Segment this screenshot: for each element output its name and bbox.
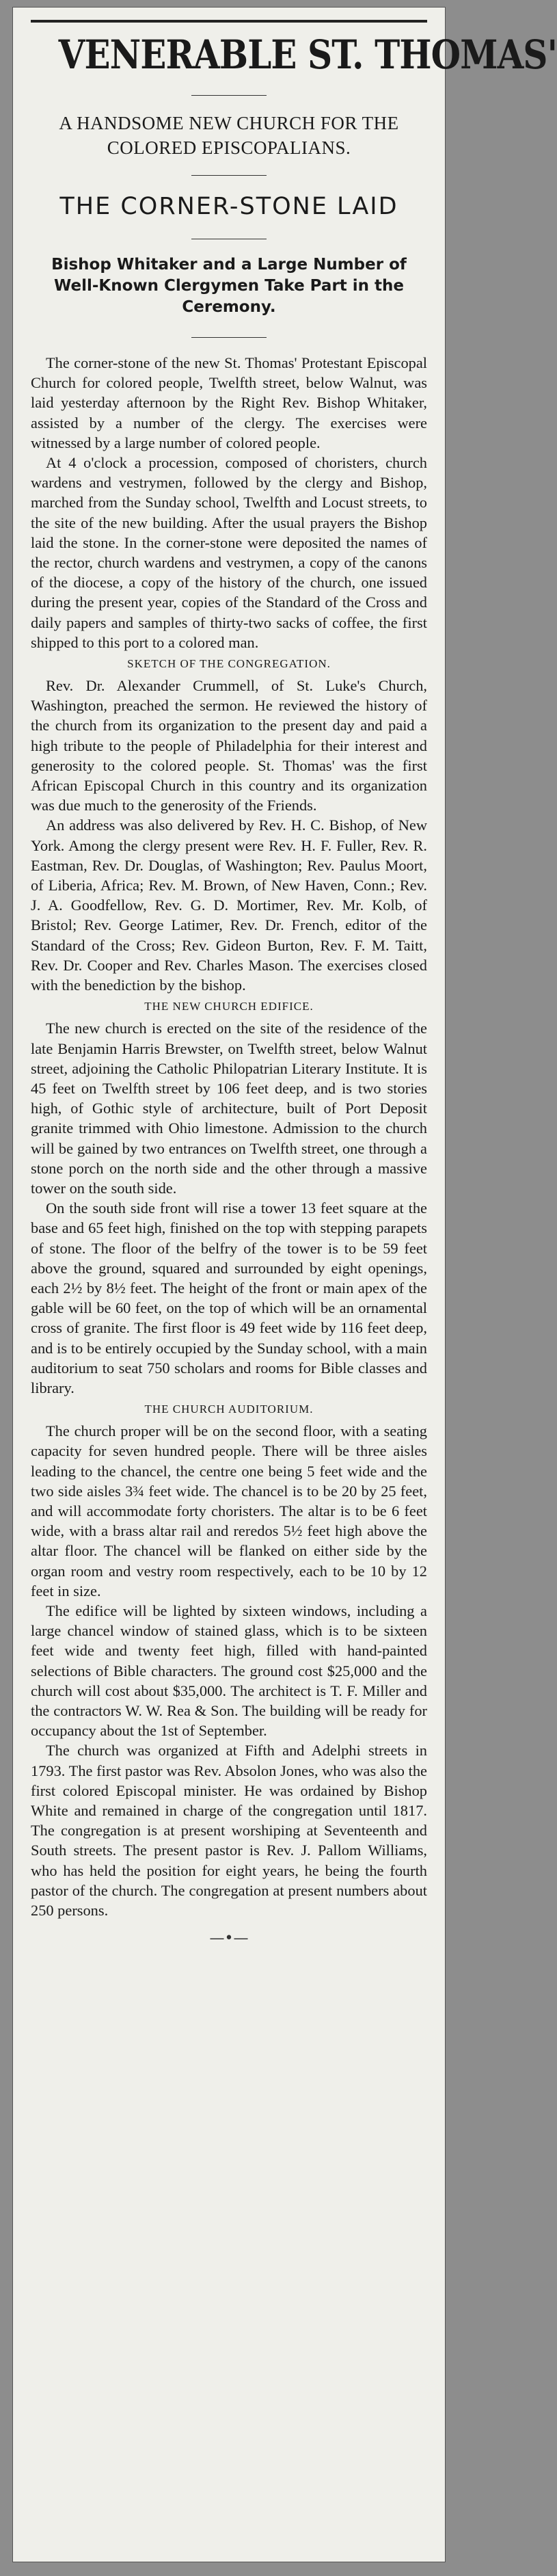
deck-subtitle: A HANDSOME NEW CHURCH FOR THE COLORED EPISCOPALIANS. [59,113,399,158]
newspaper-column [12,7,557,2562]
divider [191,175,267,176]
divider [191,337,267,338]
divider [191,95,267,96]
end-ornament: —•— [209,1930,249,1948]
paragraph: The church was organized at Fifth and Adelphi streets in 1793. The first pastor was Rev. Absolon Jones, who was also the first colored Episcopal minister. He was ordained by Bishop White and remained in charge of the congregation until 1817. The congregation is at present worshiping at Seventeenth and South streets. The present pastor is Rev. J. Pallom Williams, who has held the position for eight years, he being the fourth pastor of the church. The congregation at present numbers about 250 persons. [31,1742,427,1920]
headline: VENERABLE ST. THOMAS' [58,31,557,78]
article-body [31,353,427,1920]
paragraph: The corner-stone of the new St. Thomas' Protestant Episcopal Church for colored people, Twelfth street, below Walnut, was laid yesterday afternoon by the Right Rev. Bishop Whitaker, assisted by a number of the clergy. The exercises were witnessed by a large number of colored people. [31,354,427,451]
section-subhead: SKETCH OF THE CONGREGATION. [127,657,331,671]
secondary-headline: THE CORNER-STONE LAID [59,193,398,220]
paragraph: Rev. Dr. Alexander Crummell, of St. Luke's Church, Washington, preached the sermon. He reviewed the history of the church from its organization to the present day and paid a high tribute to the people of Philadelphia for their interest and generosity to the colored people. St. Thomas' was the first African Episcopal Church in this country and its organization was due much to the generosity of the Friends. [31,677,427,814]
paragraph: On the south side front will rise a tower 13 feet square at the base and 65 feet high, finished on the top with stepping parapets of stone. The floor of the belfry of the tower is to be 59 feet above the ground, squared and surrounded by eight openings, each 2½ by 8½ feet. The height of the front or main apex of the gable will be 60 feet, on the top of which will be an ornamental cross of granite. The first floor is 49 feet wide by 116 feet deep, and is to be entirely occupied by the Sunday school, with a main auditorium to seat 750 scholars and rooms for Bible classes and library. [31,1199,427,1396]
paragraph: At 4 o'clock a procession, composed of choristers, church wardens and vestrymen, followed by the clergy and Bishop, marched from the Sunday school, Twelfth and Locust streets, to the site of the new building. After the usual prayers the Bishop laid the stone. In the corner-stone were deposited the names of the rector, church wardens and vestrymen, a copy of the canons of the diocese, a copy of the history of the church, one issued during the present year, copies of the Standard of the Cross and daily papers and samples of thirty-two sacks of coffee, the first shipped to this port to a colored man. [31,454,427,651]
section-subhead: THE CHURCH AUDITORIUM. [144,1403,314,1416]
top-rule [31,20,427,23]
paragraph: The new church is erected on the site of the residence of the late Benjamin Harris Brewster, on Twelfth street, below Walnut street, adjoining the Catholic Philopatrian Literary Institute. It is 45 feet on Twelfth street by 106 feet deep, and is two stories high, of Gothic style of architecture, built of Port Deposit granite trimmed with Ohio limestone. Admission to the church will be gained by two entrances on Twelfth street, one through a stone porch on the north side and the other through a massive tower on the south side. [31,1020,427,1197]
paragraph: The church proper will be on the second floor, with a seating capacity for seven hundred people. There will be three aisles leading to the chancel, the centre one being 5 feet wide and the two side aisles 3¾ feet wide. The chancel is to be 20 by 25 feet, and will accommodate forty choristers. The altar is to be 6 feet wide, with a brass altar rail and reredos 5½ feet high above the altar floor. The chancel will be flanked on either side by the organ room and vestry room respectively, each to be 10 by 12 feet in size. [31,1422,427,1599]
tertiary-headline: Bishop Whitaker and a Large Number of Well-Known Clergymen Take Part in the Ceremony. [51,256,407,316]
section-subhead: THE NEW CHURCH EDIFICE. [144,1000,314,1013]
paragraph: The edifice will be lighted by sixteen windows, including a large chancel window of stained glass, which is to be sixteen feet wide and twenty feet high, filled with hand-painted selections of Bible characters. The ground cost $25,000 and the church will cost about $35,000. The architect is T. F. Miller and the contractors W. W. Rea & Son. The building will be ready for occupancy about the 1st of September. [31,1602,427,1740]
paragraph: An address was also delivered by Rev. H. C. Bishop, of New York. Among the clergy present were Rev. H. F. Fuller, Rev. R. Eastman, Rev. Dr. Douglas, of Washington; Rev. Paulus Moort, of Liberia, Africa; Rev. M. Brown, of New Haven, Conn.; Rev. J. A. Goodfellow, Rev. G. D. Mortimer, Rev. Mr. Kolb, of Bristol; Rev. George Latimer, Rev. Dr. French, editor of the Standard of the Cross; Rev. Gideon Burton, Rev. F. M. Taitt, Rev. Dr. Cooper and Rev. Charles Mason. The exercises closed with the benediction by the bishop. [31,816,427,994]
